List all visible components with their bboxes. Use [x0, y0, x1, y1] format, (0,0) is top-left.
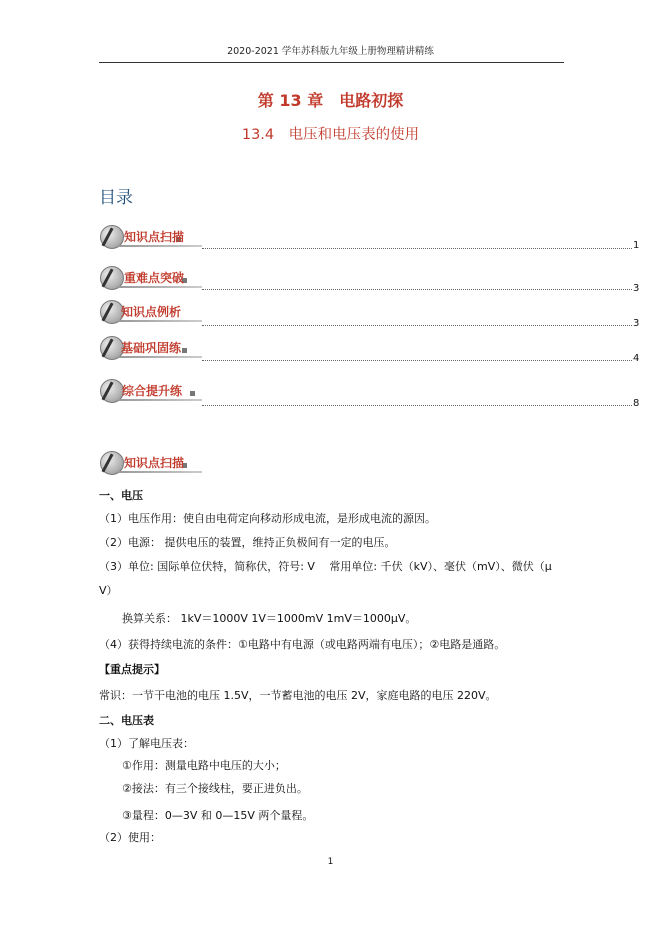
page-number: 1 — [327, 857, 334, 867]
paragraph: 常识：一节干电池的电压 1.5V，一节蓄电池的电压 2V，家庭电路的电压 220V。 — [99, 689, 497, 702]
toc-leader — [202, 247, 632, 249]
toc-leader — [202, 404, 632, 406]
heading-key-tips: 【重点提示】 — [99, 663, 165, 676]
paragraph: （3）单位: 国际单位伏特，简称伏，符号: V 常用单位: 千伏（kV）、毫伏（mV）、微伏（μ — [99, 560, 552, 573]
paragraph: ③量程：0—3V 和 0—15V 两个量程。 — [122, 809, 314, 822]
section-badge — [100, 451, 204, 477]
paragraph: V） — [99, 584, 118, 597]
toc-item-label: 基础巩固练 — [121, 341, 182, 355]
paragraph: ②接法：有三个接线柱，要正进负出。 — [122, 782, 308, 795]
toc-item-4[interactable] — [100, 336, 204, 362]
paragraph: （2）电源： 提供电压的装置，维持正负极间有一定的电压。 — [99, 536, 396, 549]
toc-page-number: 4 — [633, 353, 640, 364]
paragraph: （1）了解电压表： — [99, 737, 194, 750]
toc-item-5[interactable] — [100, 379, 204, 405]
toc-leader — [202, 359, 632, 361]
toc-item-1[interactable] — [100, 225, 204, 251]
chapter-title: 第 13 章 电路初探 — [257, 91, 404, 110]
running-header: 2020-2021 学年苏科版九年级上册物理精讲精练 — [227, 46, 434, 57]
toc-leader — [202, 288, 632, 290]
section-title: 13.4 电压和电压表的使用 — [241, 127, 420, 143]
paragraph: 换算关系： 1kV＝1000V 1V＝1000mV 1mV＝1000μV。 — [122, 612, 417, 625]
header-rule — [99, 62, 564, 63]
toc-item-label: 知识点扫描 — [124, 230, 185, 244]
paragraph: （2）使用： — [99, 831, 161, 844]
toc-item-2[interactable] — [100, 266, 204, 292]
paragraph: （4）获得持续电流的条件：①电路中有电源（或电路两端有电压）；②电路是通路。 — [99, 638, 506, 651]
toc-page-number: 3 — [633, 318, 640, 329]
section-badge-label: 知识点扫描 — [124, 456, 185, 470]
toc-item-3[interactable] — [100, 300, 204, 326]
toc-title: 目录 — [99, 188, 133, 208]
toc-page-number: 1 — [633, 240, 640, 251]
toc-page-number: 3 — [633, 283, 640, 294]
paragraph: ①作用：测量电路中电压的大小； — [122, 759, 286, 772]
toc-item-label: 综合提升练 — [122, 384, 183, 398]
toc-page-number: 8 — [633, 398, 640, 409]
toc-item-label: 重难点突破 — [124, 271, 185, 285]
heading-voltmeter: 二、电压表 — [99, 714, 154, 727]
toc-leader — [202, 324, 632, 326]
paragraph: （1）电压作用：使自由电荷定向移动形成电流，是形成电流的源因。 — [99, 512, 436, 525]
toc-item-label: 知识点例析 — [121, 305, 182, 319]
heading-voltage: 一、电压 — [99, 489, 143, 502]
